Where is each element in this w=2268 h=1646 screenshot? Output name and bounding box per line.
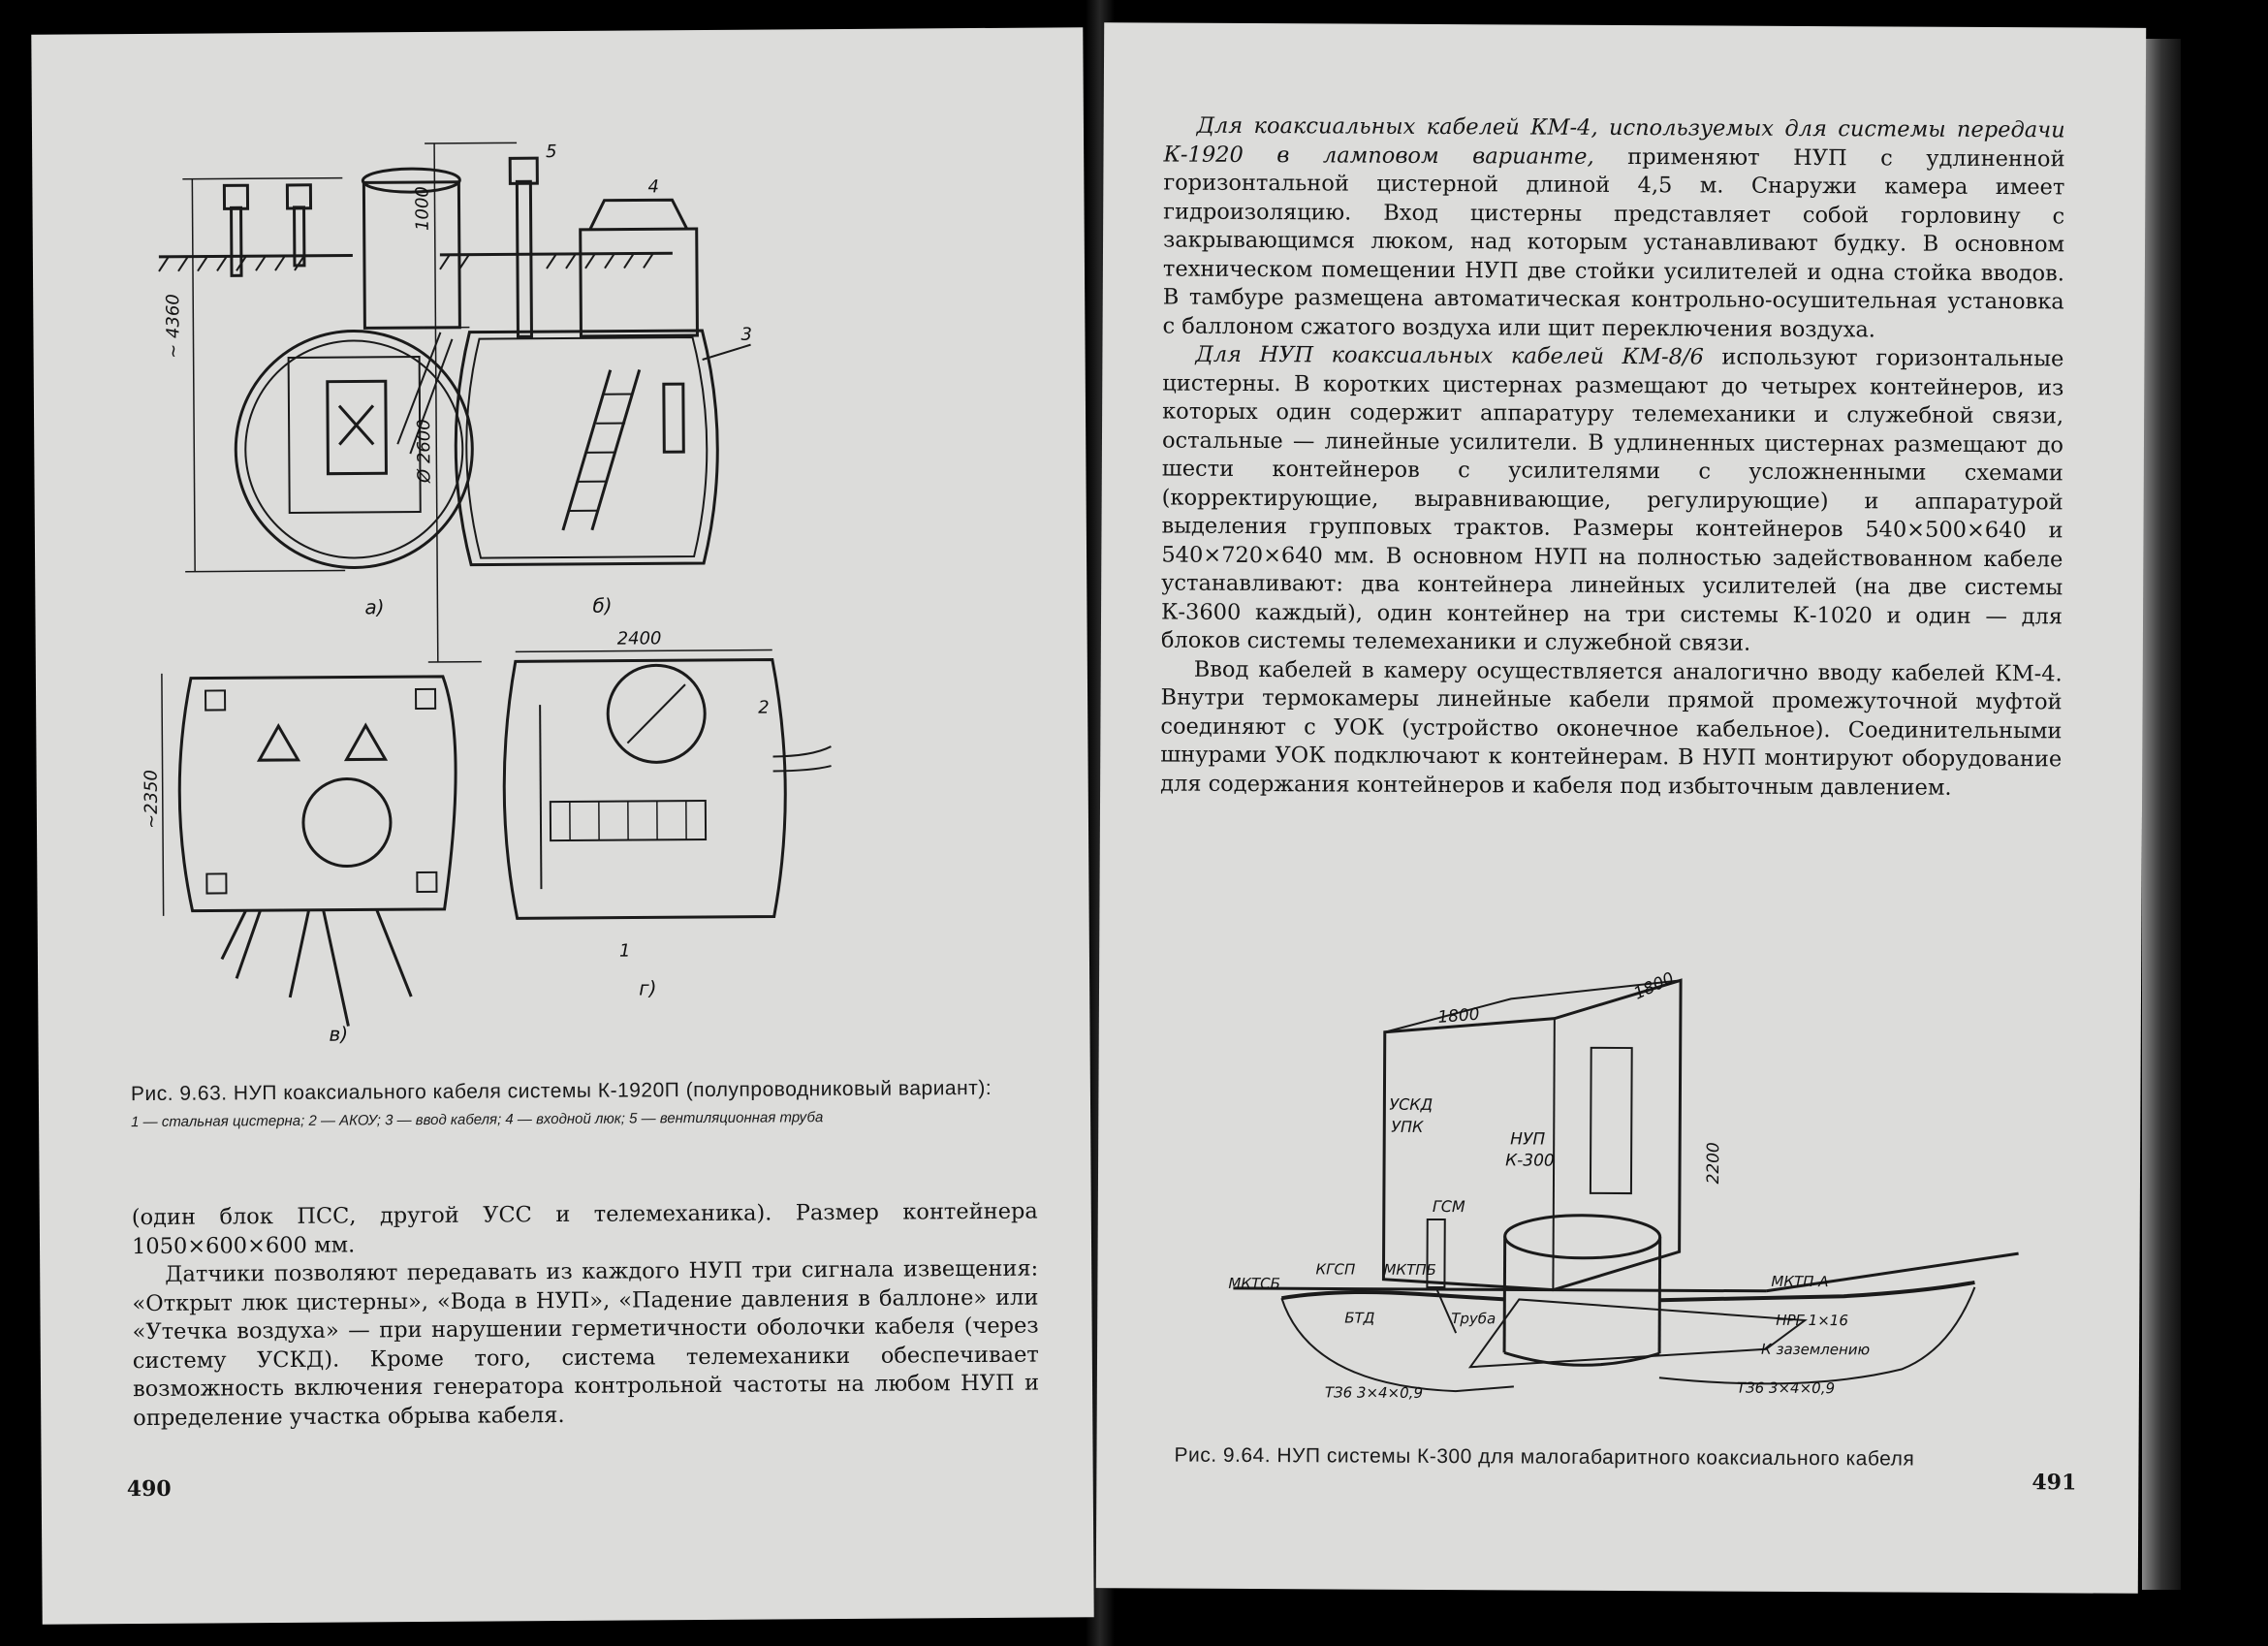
label-truba: Труба bbox=[1451, 1310, 1496, 1328]
paragraph-km4 bbox=[1163, 112, 2065, 346]
label-mktpb: МКТПБ bbox=[1383, 1260, 1436, 1280]
label-nup: НУП bbox=[1510, 1129, 1546, 1150]
label-kgsp: КГСП bbox=[1315, 1260, 1356, 1279]
dim-diameter-2600: Ø 2600 bbox=[414, 419, 435, 484]
label-btd: БТД bbox=[1344, 1309, 1375, 1327]
label-gsm: ГСМ bbox=[1432, 1196, 1465, 1217]
figure-9-63 bbox=[141, 120, 1047, 1066]
dim-depth-2350: ~2350 bbox=[141, 769, 163, 830]
dim-height-2200: 2200 bbox=[1703, 1142, 1724, 1185]
page-number-left: 490 bbox=[126, 1475, 172, 1503]
paragraph-rest: применяют НУП с удлиненной горизонтальной цистерной длиной 4,5 м. Снаружи камера имеет гидроизоляцию. Вход цистерны представляет собой горловину с закрывающимся люком, над которым устанавливают будку. В основном техническом помещении НУП две стойки усилителей и одна стойка вводов. В тамбуре размещена автоматическая контрольно-осушительная установка с баллоном сжатого воздуха или щит переключения воздуха. bbox=[1162, 143, 2065, 342]
callout-5: 5 bbox=[546, 142, 557, 163]
dim-top-1000: 1000 bbox=[412, 186, 433, 232]
left-page bbox=[31, 27, 1093, 1625]
caption-title: Рис. 9.64. НУП системы К-300 для малогабаритного коаксиального кабеля bbox=[1174, 1443, 1915, 1471]
paragraph-lead: Для коаксиальных кабелей КМ-4, используемых для системы передачи К-1920 в ламповом варианте, bbox=[1163, 112, 2065, 170]
caption-title: Рис. 9.63. НУП коаксиального кабеля системы К-1920П (полупроводниковый вариант): bbox=[130, 1076, 992, 1106]
label-view-d: г) bbox=[639, 976, 657, 1000]
label-mktsb: МКТСБ bbox=[1228, 1274, 1281, 1293]
figure-9-63-caption bbox=[131, 1075, 1032, 1132]
callout-3: 3 bbox=[740, 324, 752, 345]
dim-width-1800: 1800 bbox=[1630, 968, 1678, 1004]
label-mktp-a: МКТП А bbox=[1771, 1272, 1829, 1291]
paragraph-rest: используют горизонтальные цистерны. В коротких цистернах размещают до четырех контейнеров, из которых один содержит аппаратуру телемеханики и служебной связи, остальные — линейные усилители. В удлиненных цистернах размещают до шести контейнеров с усилителями с усложненными схемами (корректирующие, выравнивающие, регулирующие) и аппаратурой выделения групповых трактов. Размеры контейнеров 540×500×640 и 540×720×640 мм. В основном НУП на полностью задействованном кабеле устанавливают: два контейнера линейных усилителей (на две системы К-3600 каждый), один контейнер на три системы К-1020 и один — для блоков системы телемеханики и служебной связи. bbox=[1160, 344, 2064, 656]
figure-9-64 bbox=[1222, 959, 2030, 1467]
label-view-c: в) bbox=[329, 1022, 349, 1046]
callout-4: 4 bbox=[647, 176, 659, 198]
paragraph-cable-entry: Ввод кабелей в камеру осуществляется аналогично вводу кабелей КМ-4. Внутри термокамеры линейные кабели прямой промежуточной муфтой соединяют с УОК (устройство оконечное кабельное). Соединительными шнурами УОК подключают к контейнерам. В НУП монтируют оборудование для содержания контейнеров и кабеля под избыточным давлением. bbox=[1160, 656, 2063, 801]
paragraph: Датчики позволяют передавать из каждого НУП три сигнала извещения: «Открыт люк цистерны», «Вода в НУП», «Падение давления в баллоне» или «Утечка воздуха» — при нарушении герметичности оболочки кабеля (через систему УСКД). Кроме того, система телемеханики обеспечивает возможность включения генератора контрольной частоты на любом НУП и определение участка обрыва кабеля. bbox=[132, 1255, 1040, 1431]
label-upk: УПК bbox=[1391, 1117, 1424, 1136]
dim-width-2400: 2400 bbox=[616, 628, 662, 649]
paragraph-lead: Для НУП коаксиальных кабелей КМ-8/6 bbox=[1195, 341, 1704, 370]
label-k-zazemleniyu: К заземлению bbox=[1761, 1340, 1871, 1359]
callout-1: 1 bbox=[618, 940, 631, 962]
paragraph-km86 bbox=[1161, 341, 2064, 660]
label-view-a: а) bbox=[364, 595, 385, 619]
label-k300: К-300 bbox=[1505, 1151, 1555, 1171]
page-number-right: 491 bbox=[2032, 1470, 2077, 1496]
label-tz6-left: ТЗ6 3×4×0,9 bbox=[1324, 1383, 1424, 1402]
right-page bbox=[1096, 22, 2146, 1594]
dim-length-1800: 1800 bbox=[1436, 1004, 1481, 1028]
label-view-b: б) bbox=[592, 593, 613, 617]
label-tz6-right: ТЗ6 3×4×0,9 bbox=[1736, 1378, 1836, 1398]
callout-2: 2 bbox=[758, 697, 770, 718]
label-nrg: НРГ 1×16 bbox=[1776, 1311, 1848, 1330]
paragraph: (один блок ПСС, другой УСС и телемеханика). Размер контейнера 1050×600×600 мм. bbox=[131, 1198, 1038, 1259]
book-edge bbox=[2142, 39, 2181, 1590]
label-uskd: УСКД bbox=[1389, 1094, 1433, 1114]
right-body-text bbox=[1160, 112, 2065, 804]
left-body-text bbox=[132, 1198, 1040, 1434]
dim-height-4360: ~ 4360 bbox=[163, 294, 184, 359]
figure-9-64-caption bbox=[1174, 1442, 2065, 1473]
caption-legend: 1 — стальная цистерна; 2 — АКОУ; 3 — ввод кабеля; 4 — входной люк; 5 — вентиляционная труба bbox=[131, 1109, 824, 1131]
